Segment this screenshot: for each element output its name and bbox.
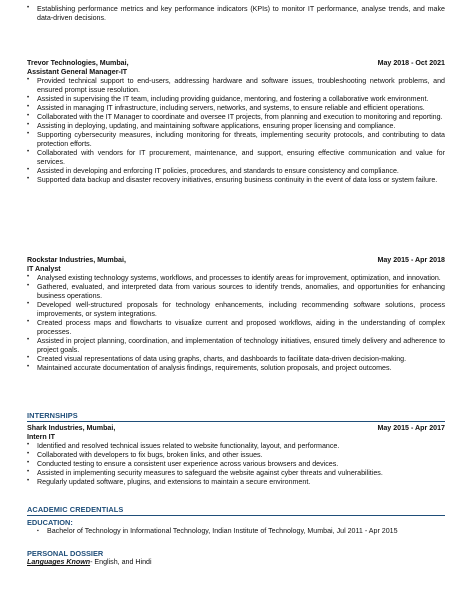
internships-section [27,411,445,422]
job-dates: May 2015 - Apr 2017 [377,424,445,432]
job-title: IT Analyst [27,265,61,273]
bullet-icon: • [27,301,30,307]
bullet-icon: • [27,131,30,137]
list-item: ▪ Bachelor of Technology in Informational Technology, Indian Institute of Technology, Mumbai, Jul 2011 - Apr 2015 [37,527,398,536]
list-item: • Assisting in deploying, updating, and maintaining software applications, ensuring proper licensing and compliance. [27,122,396,130]
education-heading: EDUCATION: [27,518,73,527]
bullet-icon: • [27,319,30,325]
list-item: • Maintained accurate documentation of analysis findings, requirements, solution proposals, and project outcomes. [27,364,392,372]
bullet-icon: • [27,122,30,128]
list-item: • Collaborated with developers to fix bugs, broken links, and other issues. [27,451,263,459]
continued-bullets [27,5,445,23]
list-item: • Provided technical support to end-users, addressing hardware and software issues, troubleshooting network problems, and ensured prompt issue resolution. [27,77,445,94]
job-title: Assistant General Manager-IT [27,68,128,76]
job-dates: May 2015 - Apr 2018 [377,256,445,264]
list-item: • Supporting cybersecurity measures, including monitoring for threats, implementing security protocols, and contributing to data protection efforts. [27,131,445,148]
job-title: Intern IT [27,433,55,441]
list-item: • Developed well-structured proposals for technology enhancements, including recommending software solutions, process improvements, or system integrations. [27,301,445,318]
dossier-heading: PERSONAL DOSSIER [27,549,104,558]
section-title: INTERNSHIPS [27,411,78,420]
internship-entry [27,424,445,487]
list-item: • Collaborated with the IT Manager to coordinate and oversee IT projects, from planning and execution to monitoring and reporting. [27,113,443,121]
bullet-icon: • [27,460,30,466]
company-name: Rockstar Industries, Mumbai, [27,256,126,264]
list-item: • Analysed existing technology systems, workflows, and processes to identify areas for improvement, optimization, and innovation. [27,274,441,282]
bullet-icon: • [27,167,30,173]
bullet-icon: • [27,176,30,182]
academic-section [27,505,445,516]
list-item: • Created visual representations of data using graphs, charts, and dashboards to facilitate data-driven decision-making. [27,355,407,363]
bullet-icon: • [27,149,30,155]
list-item: • Establishing performance metrics and key performance indicators (KPIs) to monitor IT performance, analyse trends, and make data-driven decisions. [27,5,445,22]
dossier-block [27,549,445,567]
education-block [27,518,445,536]
job-dates: May 2018 - Oct 2021 [377,59,445,67]
list-item: • Identified and resolved technical issues related to website functionality, layout, and performance. [27,442,340,450]
languages-label: Languages Known [27,558,91,567]
list-item: • Assisted in supervising the IT team, including providing guidance, mentoring, and fostering a collaborative work environment. [27,95,429,103]
company-name: Shark Industries, Mumbai, [27,424,116,432]
section-divider [27,421,445,422]
bullet-icon: • [27,77,30,83]
languages-line [27,558,445,567]
list-item: • Assisted in project planning, coordination, and implementation of technology initiatives, ensured timely delivery and adherence to project goals. [27,337,445,354]
bullet-icon: • [27,451,30,457]
languages-value: - English, and Hindi [90,558,152,567]
bullet-icon: • [27,355,30,361]
bullet-icon: • [27,104,30,110]
bullet-icon: • [27,274,30,280]
company-name: Trevor Technologies, Mumbai, [27,59,129,67]
bullet-icon: • [27,5,30,11]
list-item: • Supported data backup and disaster recovery initiatives, ensuring business continuity in the event of data loss or system failure. [27,176,438,184]
experience-entry [27,59,445,185]
section-title: ACADEMIC CREDENTIALS [27,505,124,514]
bullet-icon: • [27,469,30,475]
list-item: • Conducted testing to ensure a consistent user experience across various browsers and devices. [27,460,339,468]
list-item: • Assisted in implementing security measures to safeguard the website against cyber threats and vulnerabilities. [27,469,383,477]
section-divider [27,515,445,516]
bullet-icon: • [27,283,30,289]
list-item: • Assisted in developing and enforcing IT policies, procedures, and standards to ensure consistency and compliance. [27,167,399,175]
experience-entry [27,256,445,373]
square-bullet-icon: ▪ [37,528,39,535]
list-item: • Created process maps and flowcharts to visualize current and proposed workflows, aiding in the understanding of complex processes. [27,319,445,336]
list-item: • Gathered, evaluated, and interpreted data from various sources to identify trends, anomalies, and opportunities for enhancing business operations. [27,283,445,300]
list-item: • Collaborated with vendors for IT procurement, maintenance, and support, ensuring effective communication and value for services. [27,149,445,166]
list-item: • Regularly updated software, plugins, and extensions to maintain a secure environment. [27,478,311,486]
bullet-icon: • [27,364,30,370]
bullet-icon: • [27,113,30,119]
bullet-icon: • [27,337,30,343]
bullet-icon: • [27,478,30,484]
bullet-icon: • [27,442,30,448]
list-item: • Assisted in managing IT infrastructure, including servers, networks, and systems, to ensure reliable and efficient operations. [27,104,425,112]
bullet-icon: • [27,95,30,101]
